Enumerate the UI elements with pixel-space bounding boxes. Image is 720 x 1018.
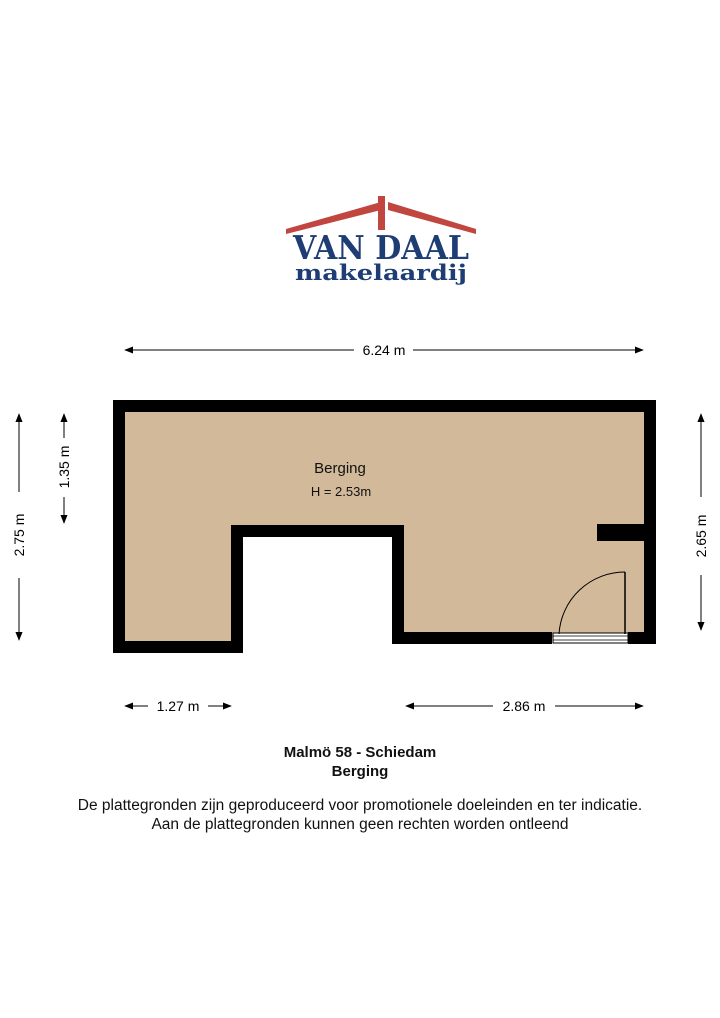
dimension-label-upper-left-height: 1.35 m [56,445,72,489]
wall-bottom-right [392,632,552,644]
logo-line2: makelaardij [295,260,467,285]
caption-floor: Berging [331,763,389,780]
dimension-upper-left-height [56,414,72,523]
dimension-left-height [11,414,27,640]
logo [286,196,476,285]
wall-top [113,400,656,412]
dimension-bottom-left-width [125,698,231,714]
disclaimer-line2: Aan de plattegronden kunnen geen rechten worden ontleend [151,816,569,833]
dimension-label-right-height: 2.65 m [693,514,709,558]
wall-bottom-left [113,641,243,653]
wall-notch-top [231,525,404,537]
wall-stub [597,524,649,541]
caption [0,743,720,781]
wall-bottom-corner [628,632,656,644]
dimension-right-height [693,414,709,630]
disclaimer-line1: De plattegronden zijn geproduceerd voor promotionele doeleinden en ter indicatie. [77,797,643,814]
dimension-label-bottom-right-width: 2.86 m [502,698,546,714]
dimension-bottom-right-width [406,698,643,714]
dimension-total-width [125,342,643,358]
wall-left [113,400,125,653]
dimension-label-total-width: 6.24 m [362,342,406,358]
wall-notch-left [231,525,243,653]
wall-notch-right [392,525,404,644]
roof-chimney [378,196,385,230]
room-height: H = 2.53m [310,484,372,499]
wall-right [644,400,656,644]
room-name: Berging [314,460,366,477]
disclaimer [0,796,720,834]
logo-line1: VAN DAAL [292,228,469,267]
door-threshold [553,633,628,643]
caption-address: Malmö 58 - Schiedam [283,744,437,761]
dimension-label-left-height: 2.75 m [11,513,27,557]
dimension-label-bottom-left-width: 1.27 m [156,698,200,714]
